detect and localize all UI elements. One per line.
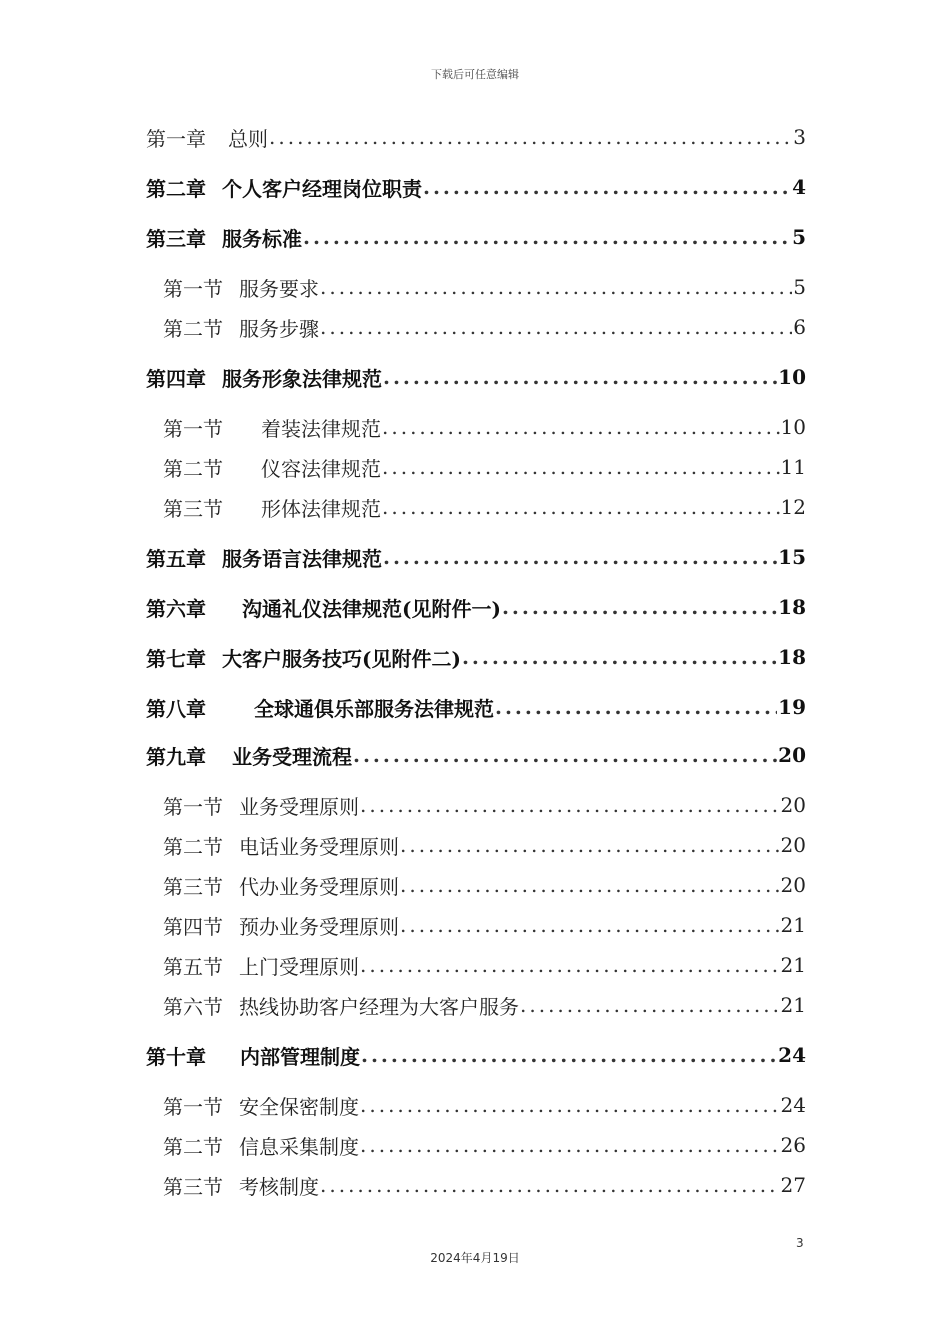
toc-entry-page: 20 [780,873,806,897]
toc-entry-page: 24 [778,1043,806,1067]
toc-entry-number: 第二节 [163,1134,223,1159]
toc-entry[interactable] [146,223,806,251]
page-number: 3 [796,1236,804,1250]
toc-entry[interactable] [146,363,806,391]
toc-entry[interactable] [146,543,806,571]
toc-entry-title: 服务要求 [239,276,319,301]
toc-entry-number: 第三节 [163,874,223,899]
toc-entry-page: 4 [792,175,806,199]
toc-leader-dots [303,225,791,249]
toc-entry-number: 第五章 [146,546,206,571]
toc-entry-title: 电话业务受理原则 [239,834,399,859]
toc-leader-dots [360,1093,780,1117]
toc-entry[interactable] [163,831,806,859]
toc-entry[interactable] [163,1171,806,1199]
toc-entry[interactable] [146,593,806,621]
toc-entry-number: 第九章 [146,744,206,769]
toc-entry-title: 服务步骤 [239,316,319,341]
toc-entry[interactable] [163,273,806,301]
toc-entry[interactable] [163,453,806,481]
toc-entry-title: 信息采集制度 [239,1134,359,1159]
toc-leader-dots [269,125,792,149]
toc-entry-number: 第五节 [163,954,223,979]
toc-entry[interactable] [163,413,806,441]
toc-entry-title: 服务形象法律规范 [222,366,382,391]
toc-entry-title: 代办业务受理原则 [239,874,399,899]
toc-entry-page: 6 [793,315,806,339]
toc-leader-dots [320,315,792,339]
toc-entry-page: 10 [780,415,806,439]
toc-entry-number: 第六节 [163,994,223,1019]
toc-entry-page: 20 [778,743,806,767]
toc-entry[interactable] [163,1131,806,1159]
toc-entry-title: 考核制度 [239,1174,319,1199]
toc-entry-page: 21 [780,993,806,1017]
toc-entry[interactable] [163,991,806,1019]
toc-leader-dots [400,873,780,897]
toc-entry-title: 安全保密制度 [239,1094,359,1119]
toc-entry-title: 着装法律规范 [261,416,381,441]
toc-leader-dots [382,495,780,519]
toc-entry-number: 第二节 [163,834,223,859]
toc-entry-title: 上门受理原则 [239,954,359,979]
toc-leader-dots [520,993,780,1017]
toc-entry-title: 热线协助客户经理为大客户服务 [239,994,519,1019]
toc-entry[interactable] [146,643,806,671]
toc-entry-page: 5 [793,275,806,299]
toc-entry[interactable] [163,911,806,939]
toc-entry-title: 沟通礼仪法律规范(见附件一) [242,596,501,621]
toc-entry-number: 第八章 [146,696,206,721]
toc-entry-page: 21 [780,953,806,977]
toc-entry-title: 形体法律规范 [261,496,381,521]
toc-entry-page: 10 [778,365,806,389]
toc-entry-page: 21 [780,913,806,937]
toc-entry[interactable] [146,693,806,721]
toc-entry-number: 第二章 [146,176,206,201]
toc-leader-dots [462,645,777,669]
toc-entry-number: 第二节 [163,456,223,481]
toc-leader-dots [360,1133,780,1157]
toc-entry-number: 第一节 [163,276,223,301]
toc-entry-number: 第七章 [146,646,206,671]
toc-entry-page: 12 [780,495,806,519]
toc-entry-number: 第一章 [146,126,206,151]
toc-entry-page: 26 [780,1133,806,1157]
toc-entry-number: 第三节 [163,496,223,521]
toc-entry-number: 第一节 [163,416,223,441]
toc-entry-page: 18 [778,645,806,669]
toc-entry-title: 个人客户经理岗位职责 [222,176,422,201]
toc-entry-page: 20 [780,793,806,817]
toc-entry-page: 15 [778,545,806,569]
toc-leader-dots [360,793,780,817]
toc-leader-dots [400,833,780,857]
toc-entry-page: 11 [780,455,806,479]
toc-entry-number: 第四节 [163,914,223,939]
toc-entry-title: 总则 [228,126,268,151]
toc-entry-title: 大客户服务技巧(见附件二) [222,646,461,671]
toc-leader-dots [382,455,780,479]
toc-leader-dots [353,743,777,767]
toc-leader-dots [382,415,780,439]
toc-leader-dots [495,695,777,719]
toc-entry-number: 第三章 [146,226,206,251]
toc-entry-title: 服务标准 [222,226,302,251]
toc-entry-page: 5 [792,225,806,249]
toc-entry-page: 18 [778,595,806,619]
toc-entry-title: 业务受理流程 [232,744,352,769]
toc-entry-number: 第一节 [163,794,223,819]
toc-entry-title: 预办业务受理原则 [239,914,399,939]
toc-entry[interactable] [163,791,806,819]
toc-entry-page: 27 [780,1173,806,1197]
toc-entry[interactable] [146,741,806,769]
toc-entry[interactable] [163,493,806,521]
toc-entry-number: 第二节 [163,316,223,341]
page-header: 下载后可任意编辑 [431,68,519,81]
toc-entry-page: 20 [780,833,806,857]
toc-entry-page: 19 [778,695,806,719]
toc-leader-dots [320,1173,780,1197]
toc-entry-number: 第一节 [163,1094,223,1119]
toc-entry-number: 第四章 [146,366,206,391]
toc-entry-page: 3 [793,125,806,149]
toc-leader-dots [361,1043,777,1067]
toc-entry-number: 第十章 [146,1044,206,1069]
toc-entry[interactable] [146,173,806,201]
toc-entry[interactable] [163,871,806,899]
toc-entry-title: 服务语言法律规范 [222,546,382,571]
toc-entry-title: 内部管理制度 [240,1044,360,1069]
toc-leader-dots [383,365,777,389]
toc-entry[interactable] [163,1091,806,1119]
footer-date: 2024年4月19日 [430,1251,520,1265]
toc-leader-dots [502,595,777,619]
toc-leader-dots [320,275,792,299]
toc-leader-dots [400,913,780,937]
toc-leader-dots [383,545,777,569]
toc-leader-dots [360,953,780,977]
toc-leader-dots [423,175,791,199]
toc-entry-title: 仪容法律规范 [261,456,381,481]
toc-entry-number: 第三节 [163,1174,223,1199]
toc-entry[interactable] [146,123,806,151]
toc-entry-title: 全球通俱乐部服务法律规范 [254,696,494,721]
toc-entry-page: 24 [780,1093,806,1117]
toc-entry[interactable] [163,313,806,341]
toc-entry[interactable] [163,951,806,979]
toc-entry-title: 业务受理原则 [239,794,359,819]
toc-entry[interactable] [146,1041,806,1069]
toc-entry-number: 第六章 [146,596,206,621]
